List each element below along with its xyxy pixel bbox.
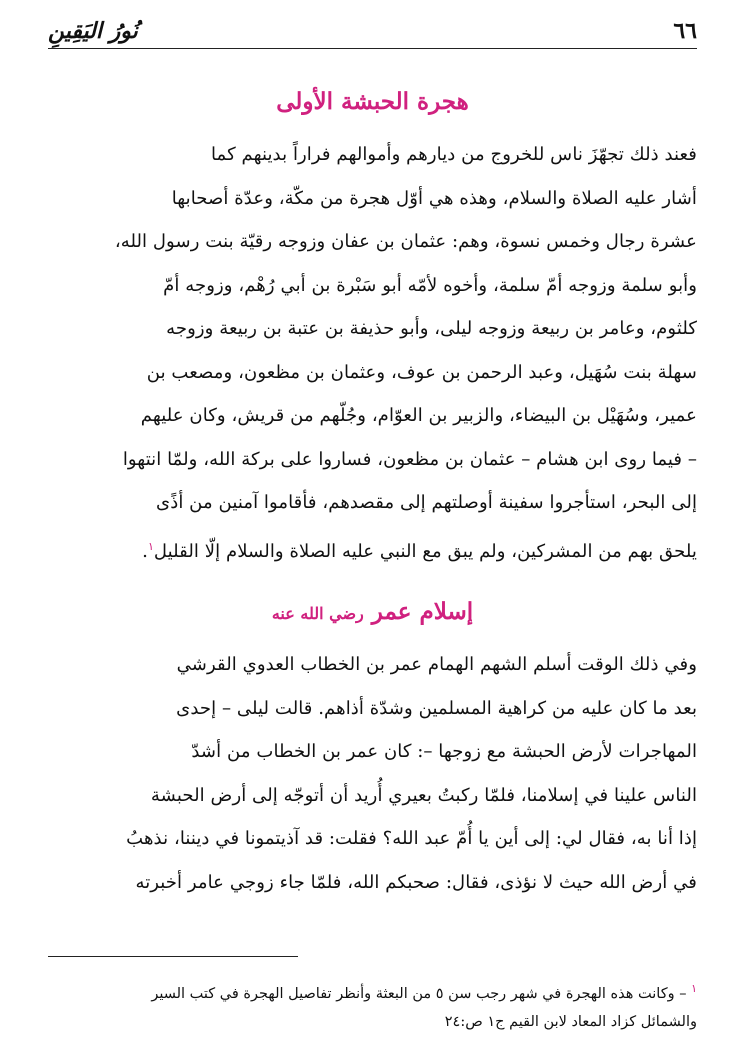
- footnote-text: – وكانت هذه الهجرة في شهر رجب سن ٥ من البعثة وأنظر تفاصيل الهجرة في كتب السير: [151, 985, 687, 1002]
- paragraph-umar: [48, 643, 697, 904]
- text-line: عمير، وسُهَيْل بن البيضاء، والزبير بن العوّام، وجُلّهم من قريش، وكان عليهم: [140, 405, 697, 426]
- section-heading-umar-text: إسلام عمر: [371, 598, 474, 625]
- text-line-last: يلحق بهم من المشركين، ولم يبق مع النبي عليه الصلاة والسلام إلّا القليل$^١$.: [142, 539, 697, 562]
- text-line: إذا أنا به، فقال لي: إلى أين يا أُمّ عبد الله؟ فقلت: قد آذيتمونا في ديننا، نذهبُ: [126, 828, 697, 849]
- text-line: وأبو سلمة وزوجه أمّ سلمة، وأخوه لأمّه أبو سَبْرة بن أبي رُهْم، وزوجه أمّ: [163, 274, 697, 296]
- paragraph-abyssinia: [48, 133, 697, 573]
- text-line-content: يلحق بهم من المشركين، ولم يبق مع النبي عليه الصلاة والسلام إلّا القليل: [153, 540, 697, 562]
- text-line: وفي ذلك الوقت أسلم الشهم الهمام عمر بن الخطاب العدوي القرشي: [176, 654, 697, 675]
- footnote-reference[interactable]: ١: [147, 539, 154, 553]
- section-heading-abyssinia: هجرة الحبشة الأولى: [276, 88, 469, 115]
- text-line: في أرض الله حيث لا نؤذى، فقال: صحبكم الله، فلمّا جاء زوجي عامر أخبرته: [135, 871, 697, 893]
- text-line: أشار عليه الصلاة والسلام، وهذه هي أوّل هجرة من مكّة، وعدّة أصحابها: [171, 187, 697, 209]
- page-number: ٦٦: [673, 18, 697, 44]
- text-line: الناس علينا في إسلامنا، فلمّا ركبتُ بعيري أُريد أن أتوجّه إلى أرض الحبشة: [150, 784, 697, 806]
- text-line: فعند ذلك تجهّزَ ناس للخروج من ديارهم وأموالهم فراراً بدينهم كما: [211, 144, 697, 165]
- page-header: [48, 14, 697, 49]
- footnote-divider: [48, 956, 298, 957]
- honorific-calligraphy: رضي الله عنه: [271, 604, 364, 623]
- text-line: عشرة رجال وخمس نسوة، وهم: عثمان بن عفان وزوجه رقيّة بنت رسول الله،: [114, 231, 697, 252]
- footnote-marker: ١: [691, 982, 697, 995]
- book-title: نُورُ اليَقِينِ: [48, 18, 138, 44]
- footnote: [48, 975, 697, 1036]
- text-line: إلى البحر، استأجروا سفينة أوصلتهم إلى مقصدهم، فأقاموا آمنين من أذًى: [155, 492, 697, 513]
- footnote-line: [48, 975, 697, 1008]
- text-line: كلثوم، وعامر بن ربيعة وزوجه ليلى، وأبو حذيفة بن عتبة بن ربيعة وزوجه: [166, 318, 697, 339]
- footnote-line: والشمائل كزاد المعاد لابن القيم ج١ ص:٢٤: [444, 1013, 697, 1030]
- text-line: المهاجرات لأرض الحبشة مع زوجها –: كان عمر بن الخطاب من أشدّ: [191, 741, 697, 762]
- text-line: – فيما روى ابن هشام – عثمان بن مظعون، فساروا على بركة الله، ولمّا انتهوا: [122, 448, 697, 470]
- text-line: بعد ما كان عليه من كراهية المسلمين وشدّة أذاهم. قالت ليلى – إحدى: [176, 697, 697, 719]
- text-line: سهلة بنت سُهَيل، وعبد الرحمن بن عوف، وعثمان بن مظعون، ومصعب بن: [146, 361, 697, 383]
- section-heading-umar: [48, 598, 697, 625]
